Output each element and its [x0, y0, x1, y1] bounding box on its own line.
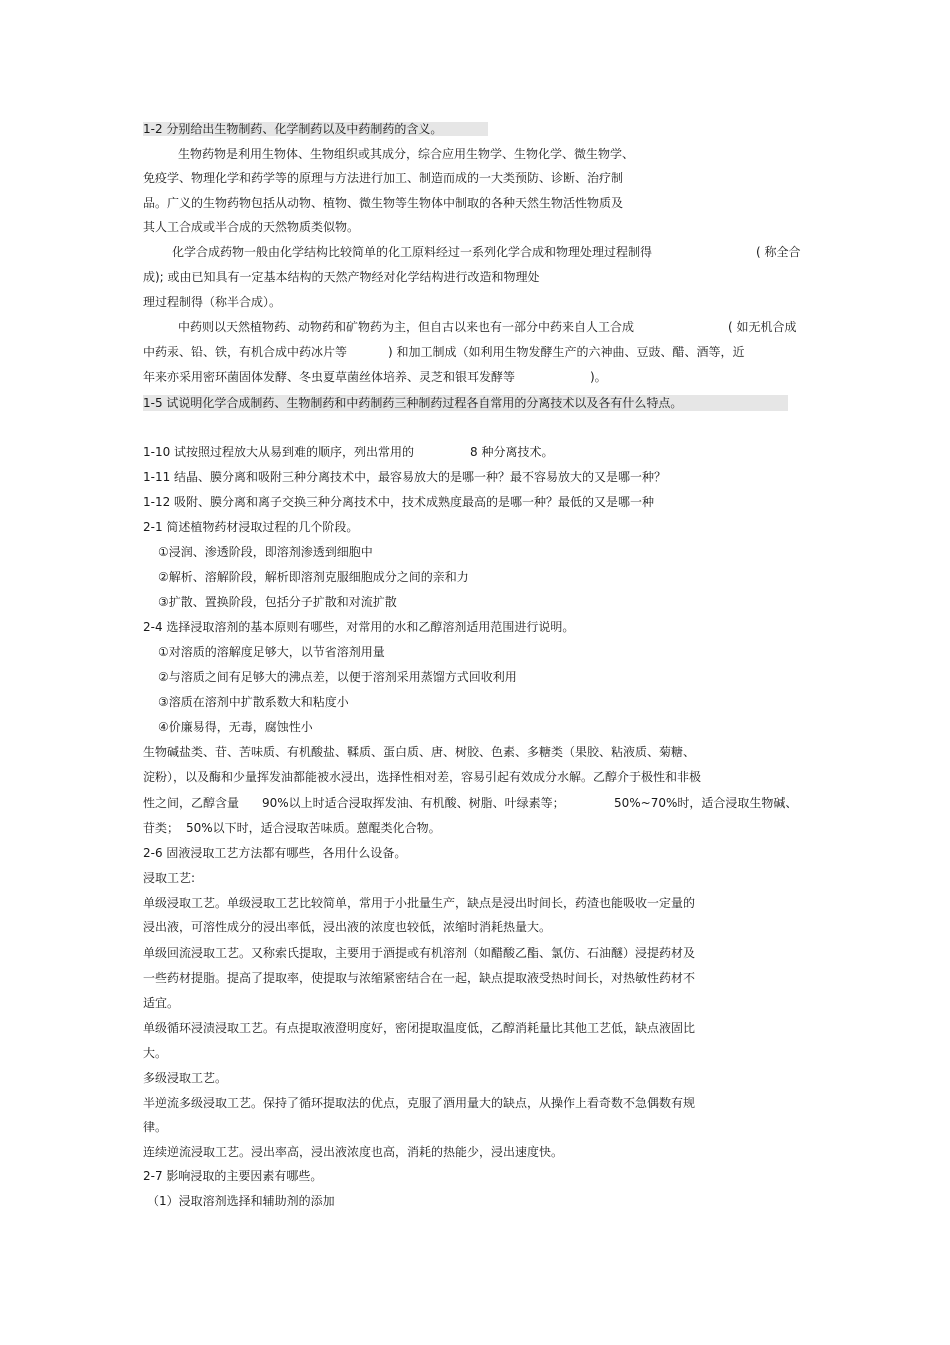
answer-line: 浸出液，可溶性成分的浸出率低，浸出液的浓度也较低，浓缩时消耗热量大。: [143, 920, 552, 934]
answer-line: 理过程制得（称半合成）。: [143, 295, 282, 309]
answer-line: 半逆流多级浸取工艺。保持了循环提取法的优点，克服了酒用量大的缺点，从操作上看奇数不急偶数有规: [143, 1096, 696, 1110]
answer-line: 品。广义的生物药物包括从动物、植物、微生物等生物体中制取的各种天然生物活性物质及: [143, 196, 624, 210]
answer-line: 中药汞、铅、铁，有机合成中药冰片等: [143, 345, 348, 359]
answer-fragment: ( 称全合: [756, 245, 801, 259]
list-item: ①浸润、渗透阶段，即溶剂渗透到细胞中: [158, 545, 373, 559]
answer-line: 多级浸取工艺。: [143, 1071, 228, 1085]
question-fragment: 8 种分离技术。: [470, 445, 554, 459]
answer-fragment: 50%~70%时，适合浸取生物碱、: [614, 796, 798, 810]
answer-line: 苷类；: [143, 821, 180, 835]
question-2-7: 2-7 影响浸取的主要因素有哪些。: [143, 1169, 323, 1183]
answer-line: 性之间，乙醇含量: [143, 796, 240, 810]
list-item: ③溶质在溶剂中扩散系数大和粘度小: [158, 695, 349, 709]
answer-line: 一些药材提脂。提高了提取率，使提取与浓缩紧密结合在一起，缺点提取液受热时间长，对热敏性药材不: [143, 971, 696, 985]
question-2-4: 2-4 选择浸取溶剂的基本原则有哪些，对常用的水和乙醇溶剂适用范围进行说明。: [143, 620, 575, 634]
answer-line: 连续逆流浸取工艺。浸出率高，浸出液浓度也高，消耗的热能少，浸出速度快。: [143, 1145, 564, 1159]
answer-fragment: ) 和加工制成（如利用生物发酵生产的六神曲、豆豉、醋、酒等，近: [388, 345, 745, 359]
answer-line: 单级浸取工艺。单级浸取工艺比较简单，常用于小批量生产，缺点是浸出时间长，药渣也能吸收一定量的: [143, 896, 696, 910]
list-item: ②与溶质之间有足够大的沸点差，以便于溶剂采用蒸馏方式回收利用: [158, 670, 517, 684]
answer-fragment: 90%以上时适合浸取挥发油、有机酸、树脂、叶绿素等；: [262, 796, 565, 810]
question-2-1: 2-1 简述植物药材浸取过程的几个阶段。: [143, 520, 359, 534]
answer-line: 化学合成药物一般由化学结构比较简单的化工原料经过一系列化学合成和物理处理过程制得: [172, 245, 653, 259]
answer-line: 单级回流浸取工艺。又称索氏提取，主要用于酒提或有机溶剂（如醋酸乙酯、氯仿、石油醚）浸提药材及: [143, 946, 696, 960]
answer-line: 生物碱盐类、苷、苦味质、有机酸盐、鞣质、蛋白质、唐、树胶、色素、多糖类（果胶、粘液质、菊糖、: [143, 745, 696, 759]
answer-line: 生物药物是利用生物体、生物组织或其成分，综合应用生物学、生物化学、微生物学、: [178, 147, 635, 161]
question-1-2: 1-2 分别给出生物制药、化学制药以及中药制药的含义。: [143, 121, 488, 137]
list-item: （1）浸取溶剂选择和辅助剂的添加: [147, 1194, 335, 1208]
question-1-5: 1-5 试说明化学合成制药、生物制药和中药制药三种制药过程各自常用的分离技术以及各有什么特点。: [143, 395, 788, 411]
answer-line: 单级循环浸渍浸取工艺。有点提取液澄明度好，密闭提取温度低，乙醇消耗量比其他工艺低，缺点液固比: [143, 1021, 696, 1035]
answer-line: 律。: [143, 1120, 168, 1134]
list-item: ④价廉易得，无毒，腐蚀性小: [158, 720, 313, 734]
answer-line: 适宜。: [143, 996, 180, 1010]
answer-fragment: )。: [590, 370, 607, 384]
answer-line: 淀粉），以及酶和少量挥发油都能被水浸出，选择性相对差，容易引起有效成分水解。乙醇介于极性和非极: [143, 770, 702, 784]
question-2-6: 2-6 固液浸取工艺方法都有哪些，各用什么设备。: [143, 846, 407, 860]
answer-line: 浸取工艺:: [143, 871, 196, 885]
answer-line: 其人工合成或半合成的天然物质类似物。: [143, 220, 360, 234]
answer-line: 年来亦采用密环菌固体发酵、冬虫夏草菌丝体培养、灵芝和银耳发酵等: [143, 370, 516, 384]
answer-fragment: 50%以下时，适合浸取苦味质。蒽醌类化合物。: [186, 821, 441, 835]
answer-line: 大。: [143, 1046, 168, 1060]
answer-line: 中药则以天然植物药、动物药和矿物药为主，但自古以来也有一部分中药来自人工合成: [178, 320, 635, 334]
answer-fragment: ( 如无机合成: [728, 320, 797, 334]
answer-line: 免疫学、物理化学和药学等的原理与方法进行加工、制造而成的一大类预防、诊断、治疗制: [143, 171, 624, 185]
answer-line: 成); 或由已知具有一定基本结构的天然产物经对化学结构进行改造和物理处: [143, 270, 540, 284]
question-1-12: 1-12 吸附、膜分离和离子交换三种分离技术中，技术成熟度最高的是哪一种？最低的又是哪一种: [143, 495, 655, 509]
question-1-10: 1-10 试按照过程放大从易到难的顺序，列出常用的: [143, 445, 415, 459]
list-item: ②解析、溶解阶段，解析即溶剂克服细胞成分之间的亲和力: [158, 570, 469, 584]
question-1-11: 1-11 结晶、膜分离和吸附三种分离技术中，最容易放大的是哪一种？最不容易放大的又是哪一种？: [143, 470, 667, 484]
list-item: ③扩散、置换阶段，包括分子扩散和对流扩散: [158, 595, 397, 609]
list-item: ①对溶质的溶解度足够大，以节省溶剂用量: [158, 645, 385, 659]
